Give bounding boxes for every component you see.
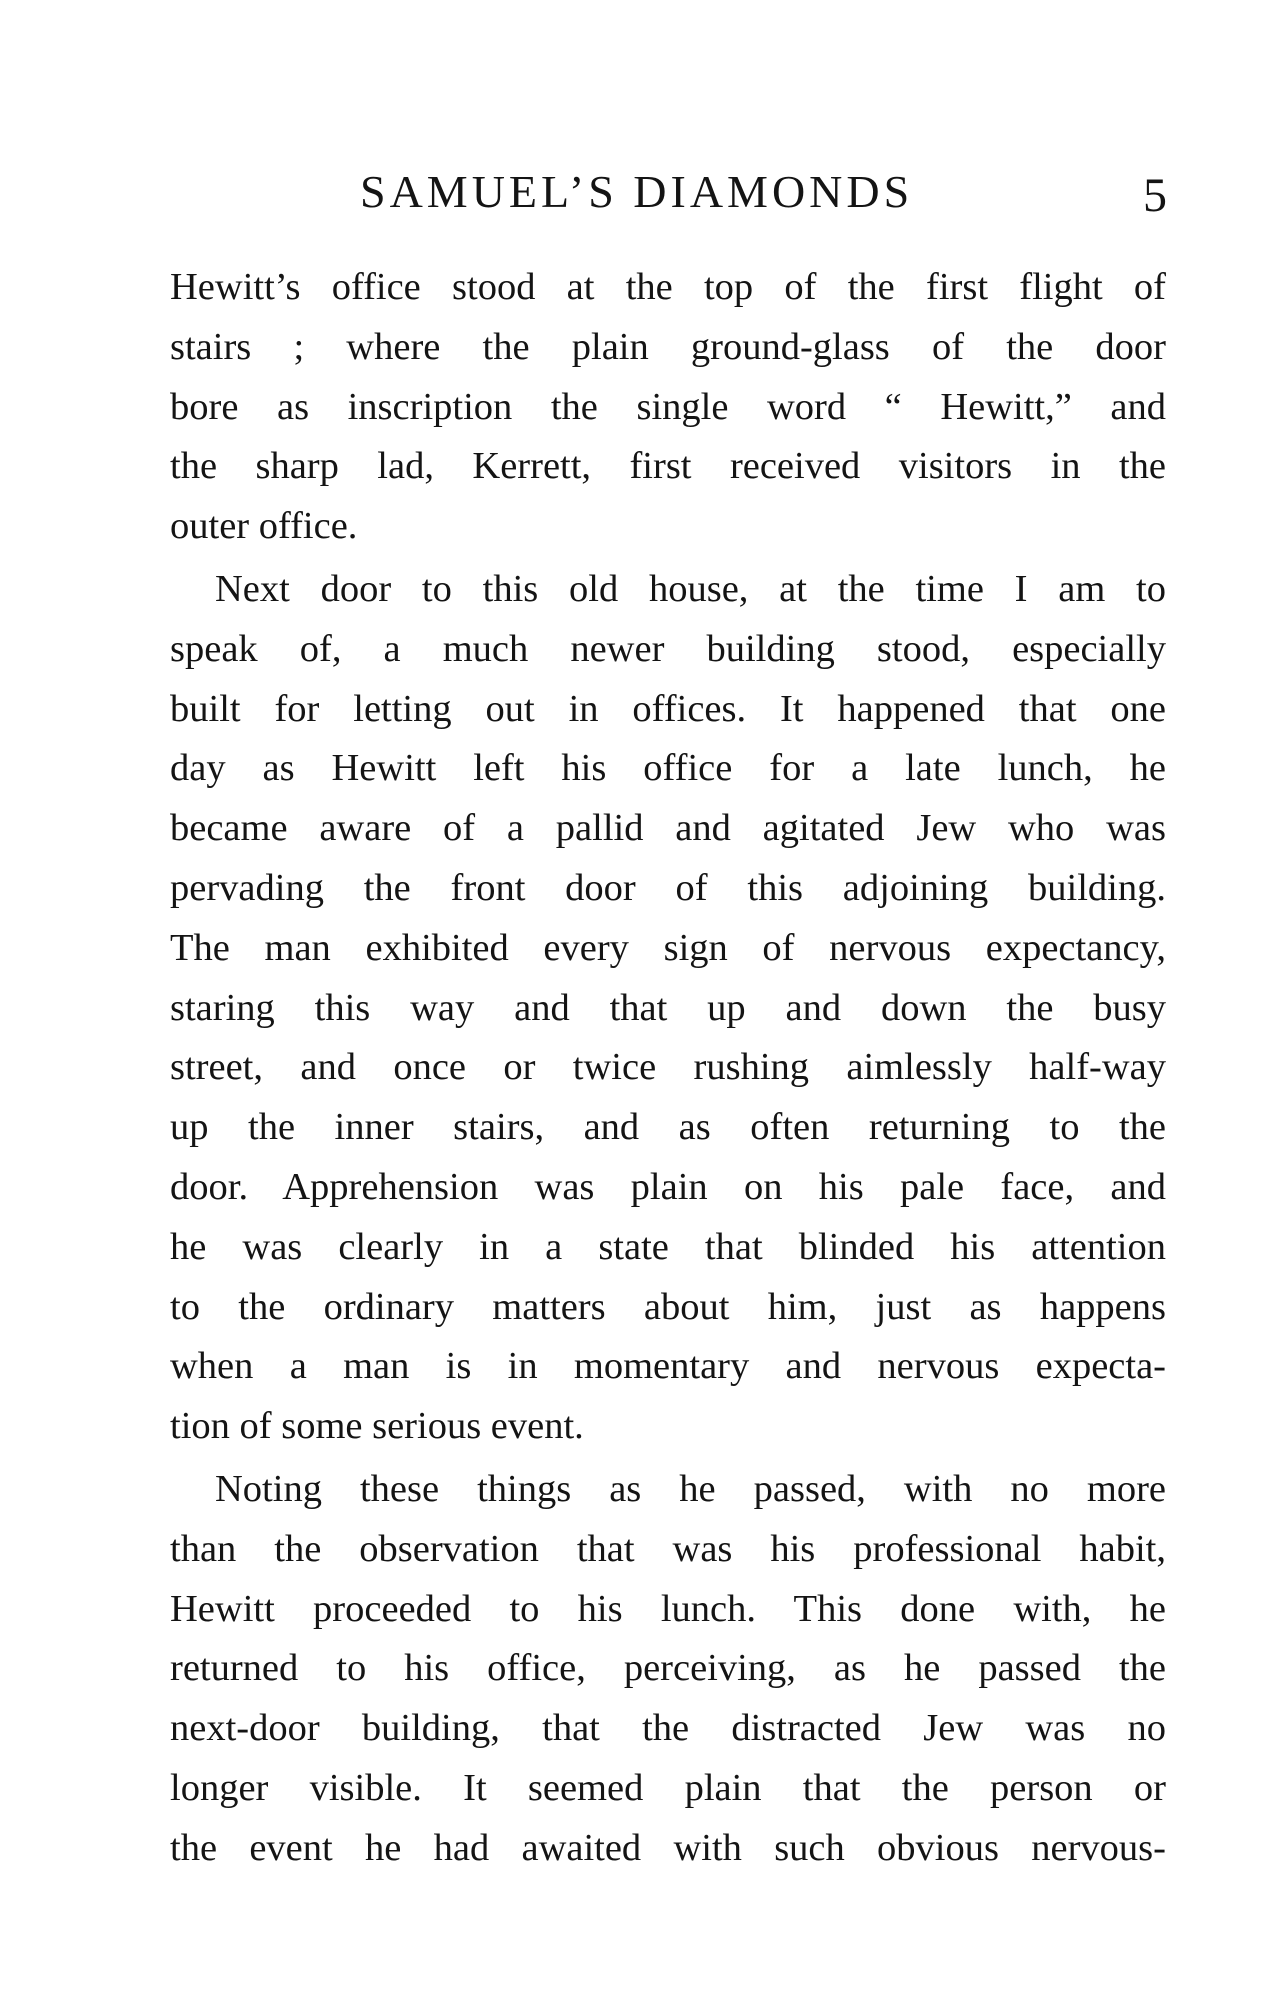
text-line: he was clearly in a state that blinded his attention: [170, 1225, 1166, 1268]
text-line: became aware of a pallid and agitated Jew who was: [170, 807, 1166, 850]
text-line: returned to his office, perceiving, as he passed the: [170, 1647, 1166, 1690]
text-line: Next door to this old house, at the time I am to: [215, 567, 1166, 610]
text-line: Hewitt proceeded to his lunch. This done with, he: [170, 1587, 1166, 1630]
paragraph: [170, 1460, 1166, 1879]
paragraph: [170, 258, 1166, 557]
text-line: Noting these things as he passed, with no more: [215, 1467, 1166, 1510]
text-line: staring this way and that up and down the busy: [170, 986, 1166, 1029]
text-line: pervading the front door of this adjoining building.: [170, 866, 1166, 909]
text-line: Hewitt’s office stood at the top of the first flight of: [170, 266, 1166, 308]
text-line: longer visible. It seemed plain that the person or: [170, 1766, 1166, 1809]
page-number: 5: [1143, 169, 1167, 222]
text-line: the sharp lad, Kerrett, first received visitors in the: [170, 445, 1166, 488]
paragraph: [170, 560, 1166, 1457]
text-line: to the ordinary matters about him, just as happens: [170, 1285, 1166, 1328]
text-line: when a man is in momentary and nervous expecta-: [170, 1345, 1166, 1388]
text-line: up the inner stairs, and as often returning to the: [170, 1106, 1166, 1149]
text-line: built for letting out in offices. It happened that one: [170, 687, 1166, 730]
text-line: next-door building, that the distracted Jew was no: [170, 1707, 1166, 1750]
text-line: outer office.: [170, 505, 358, 548]
text-line: speak of, a much newer building stood, especially: [170, 627, 1166, 670]
text-line: street, and once or twice rushing aimlessly half-way: [170, 1046, 1166, 1089]
text-line: The man exhibited every sign of nervous expectancy,: [170, 926, 1166, 969]
running-head: [170, 162, 1170, 222]
text-line: door. Apprehension was plain on his pale face, and: [170, 1165, 1166, 1208]
text-line: than the observation that was his professional habit,: [170, 1527, 1166, 1570]
text-line: day as Hewitt left his office for a late lunch, he: [170, 747, 1166, 790]
text-line: stairs ; where the plain ground-glass of the door: [170, 325, 1166, 368]
running-title: SAMUEL’S DIAMONDS: [360, 166, 914, 217]
text-line: the event he had awaited with such obvious nervous-: [170, 1826, 1166, 1869]
text-line: tion of some serious event.: [170, 1405, 584, 1448]
body-text: [170, 258, 1166, 1879]
text-line: bore as inscription the single word “ Hewitt,” and: [170, 385, 1166, 428]
